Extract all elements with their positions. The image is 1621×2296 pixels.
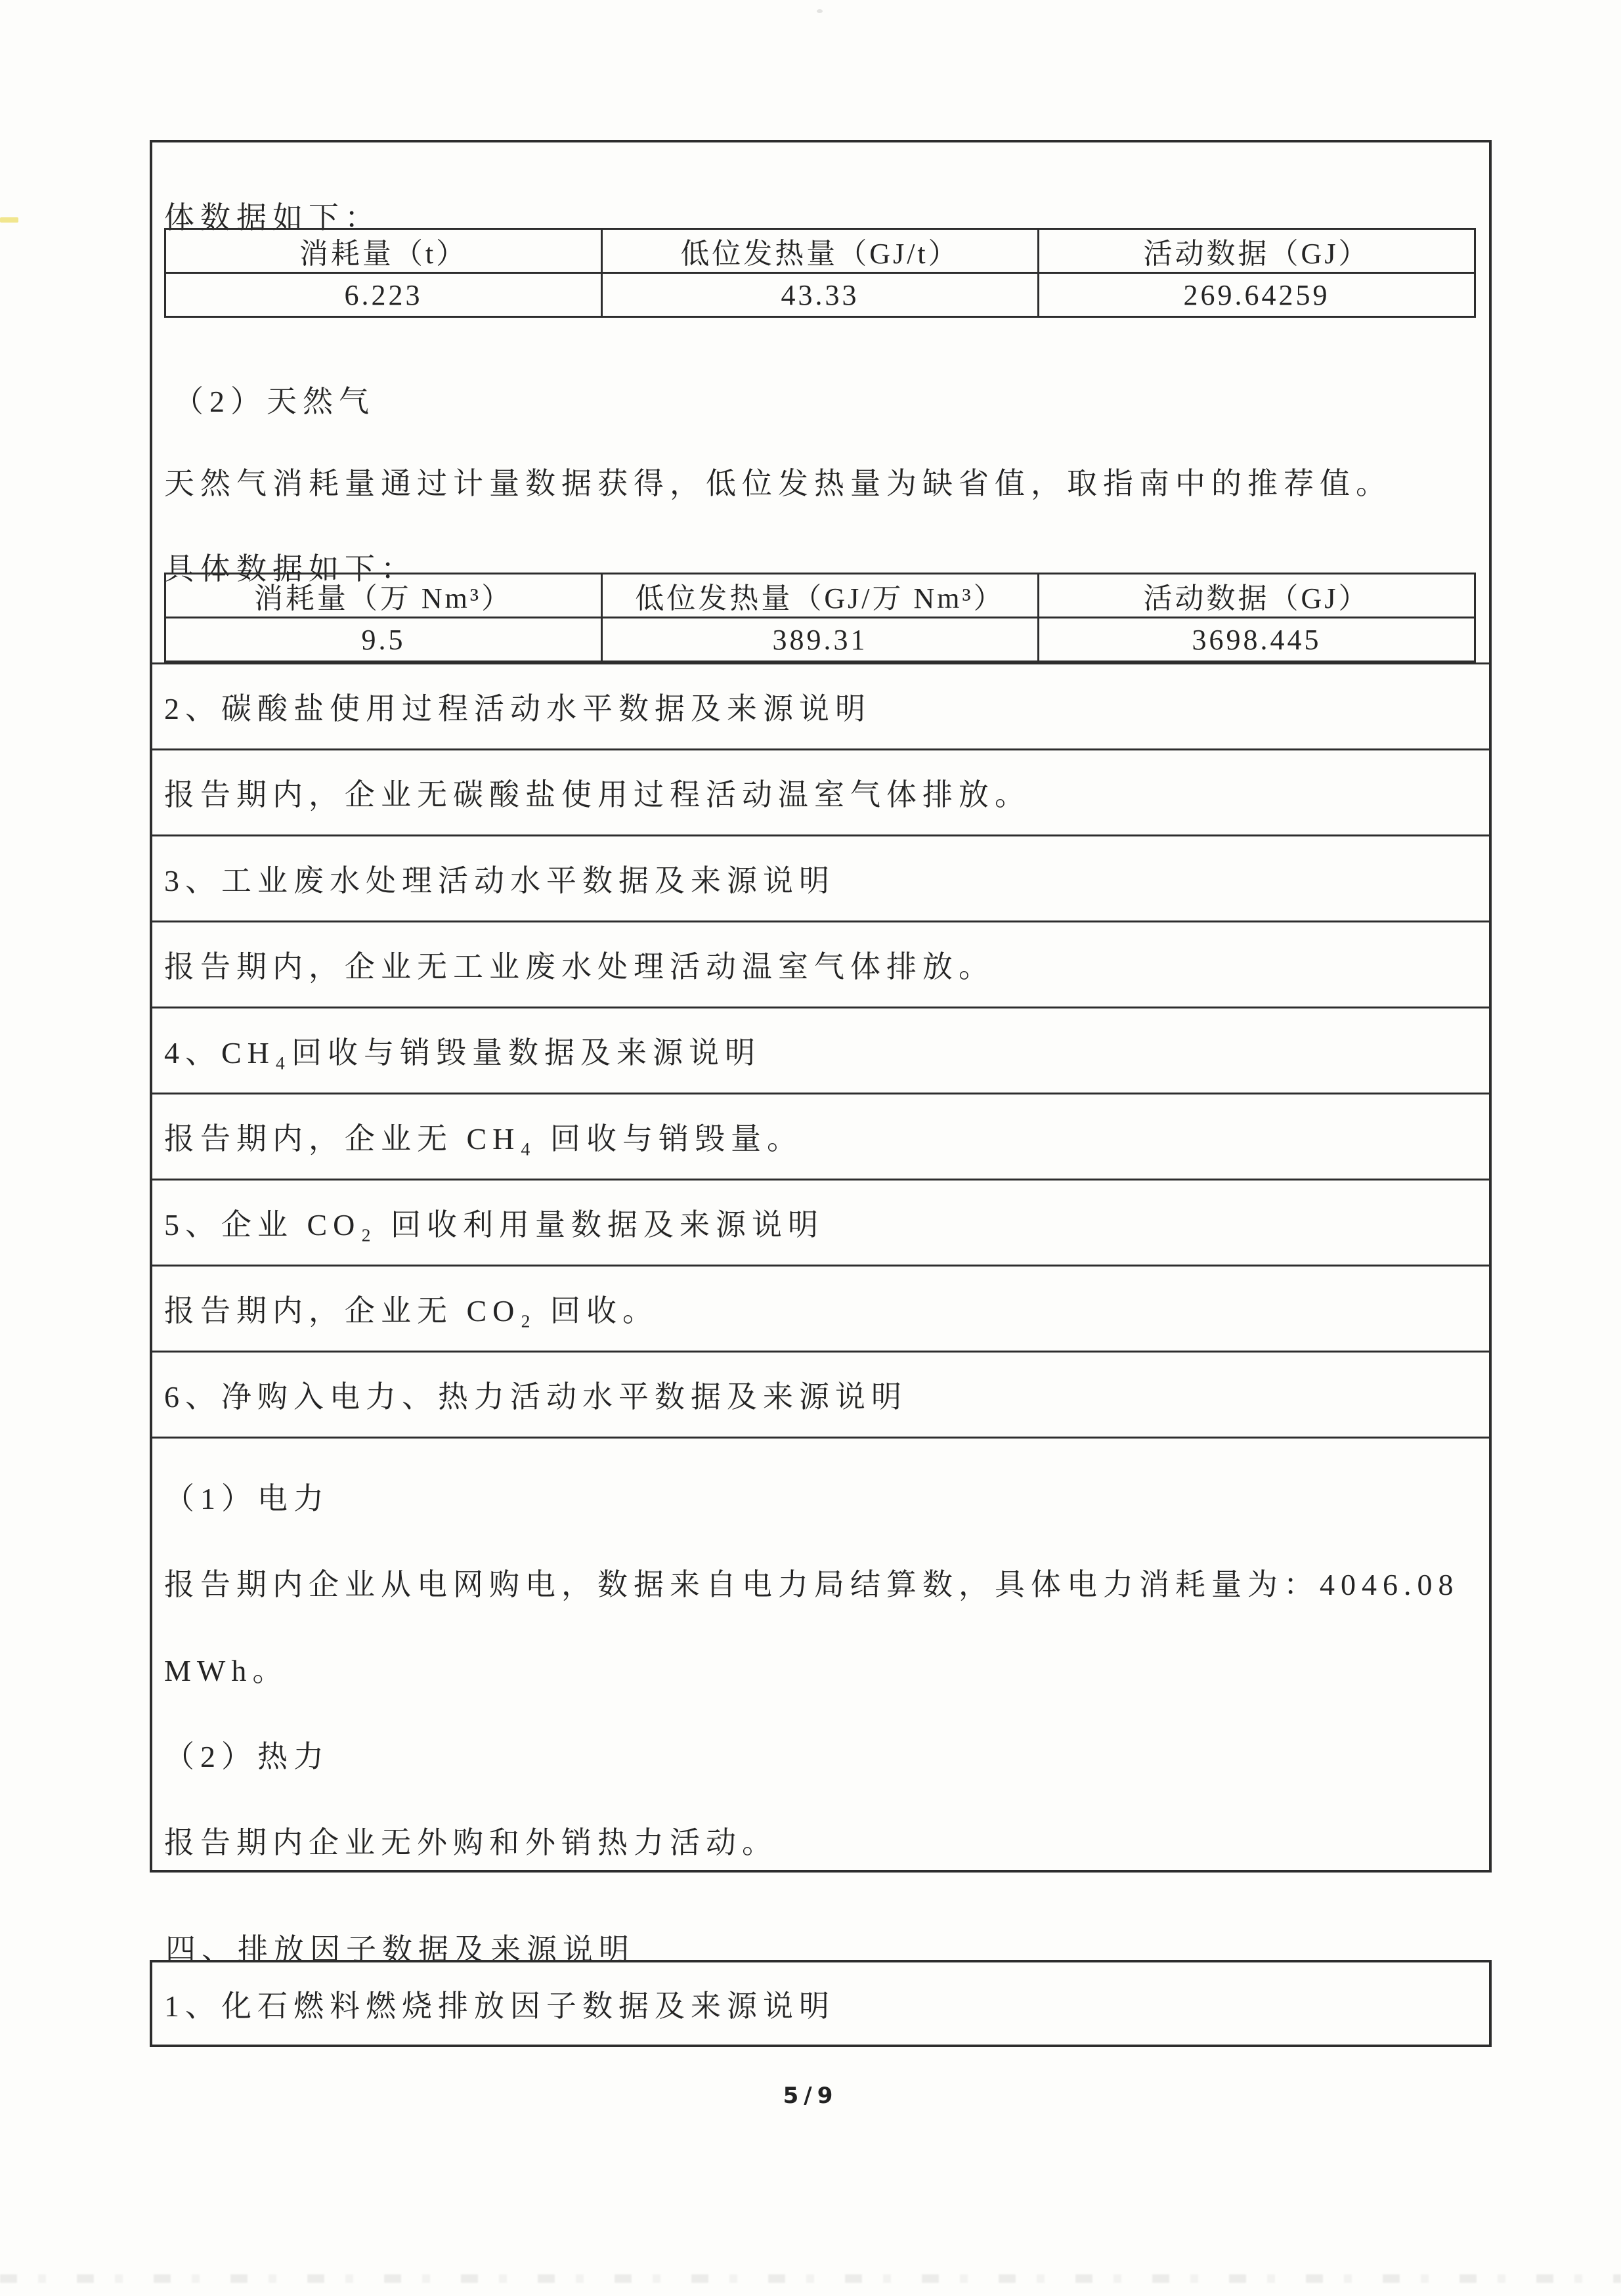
section-row-co2-statement: 报告期内，企业无 CO₂ 回收。 [152, 1265, 1489, 1351]
fuel-table-value-activity-data: 269.64259 [1039, 273, 1475, 317]
electricity-heading: （1）电力 [164, 1481, 330, 1515]
heat-description: 报告期内企业无外购和外销热力活动。 [164, 1825, 778, 1859]
section-four-title: 四、排放因子数据及来源说明 [165, 1933, 635, 1966]
section-row-power-heat-heading: 6、净购入电力、热力活动水平数据及来源说明 [152, 1351, 1489, 1437]
scan-artifact-yellow-streak [0, 217, 18, 223]
gas-table-header-row [165, 574, 1475, 618]
fuel-table-header-heating-value: 低位发热量（GJ/t） [602, 229, 1039, 273]
electricity-description-line2: MWh。 [164, 1653, 289, 1687]
section-row-carbonate-heading: 2、碳酸盐使用过程活动水平数据及来源说明 [152, 662, 1489, 748]
section-row-wastewater-statement: 报告期内，企业无工业废水处理活动温室气体排放。 [152, 921, 1489, 1007]
intro-continuation-text: 体数据如下： [164, 201, 381, 234]
heat-heading: （2）热力 [164, 1739, 330, 1773]
natural-gas-heading: （2）天然气 [173, 385, 375, 418]
section-rows [152, 662, 1489, 1867]
scan-artifact-top-dot [817, 9, 823, 13]
activity-data-box [150, 140, 1492, 1873]
gas-table-header-consumption: 消耗量（万 Nm³） [165, 574, 602, 618]
scan-artifact-bottom-noise [0, 2274, 1621, 2283]
fuel-consumption-table [164, 228, 1476, 318]
electricity-description-line1: 报告期内企业从电网购电，数据来自电力局结算数，具体电力消耗量为：4046.08 [164, 1567, 1459, 1601]
page-number: 5/9 [783, 2083, 838, 2109]
natural-gas-description: 天然气消耗量通过计量数据获得，低位发热量为缺省值，取指南中的推荐值。 [164, 467, 1392, 500]
gas-table-value-row [165, 618, 1475, 662]
section-row-wastewater-heading: 3、工业废水处理活动水平数据及来源说明 [152, 834, 1489, 921]
gas-table-header-heating-value: 低位发热量（GJ/万 Nm³） [602, 574, 1039, 618]
emission-factor-box [150, 1960, 1492, 2047]
section-row-carbonate-statement: 报告期内，企业无碳酸盐使用过程活动温室气体排放。 [152, 748, 1489, 834]
fuel-table-header-activity-data: 活动数据（GJ） [1039, 229, 1475, 273]
section-row-ch4-heading: 4、CH₄回收与销毁量数据及来源说明 [152, 1007, 1489, 1093]
gas-table-value-consumption: 9.5 [165, 618, 602, 662]
section-row-co2-heading: 5、企业 CO₂ 回收利用量数据及来源说明 [152, 1179, 1489, 1265]
fuel-table-value-row [165, 273, 1475, 317]
natural-gas-table [164, 573, 1476, 662]
fuel-activity-section [152, 142, 1489, 662]
fuel-table-header-row [165, 229, 1475, 273]
section-row-ch4-statement: 报告期内，企业无 CH₄ 回收与销毁量。 [152, 1093, 1489, 1179]
detail-intro-text: 具体数据如下： [164, 552, 417, 586]
gas-table-value-heating-value: 389.31 [602, 618, 1039, 662]
fuel-table-value-heating-value: 43.33 [602, 273, 1039, 317]
fuel-table-header-consumption: 消耗量（t） [165, 229, 602, 273]
emission-factor-heading: 1、化石燃料燃烧排放因子数据及来源说明 [164, 1989, 835, 2023]
fuel-table-value-consumption: 6.223 [165, 273, 602, 317]
gas-table-value-activity-data: 3698.445 [1039, 618, 1475, 662]
gas-table-header-activity-data: 活动数据（GJ） [1039, 574, 1475, 618]
power-heat-block [152, 1437, 1489, 1867]
